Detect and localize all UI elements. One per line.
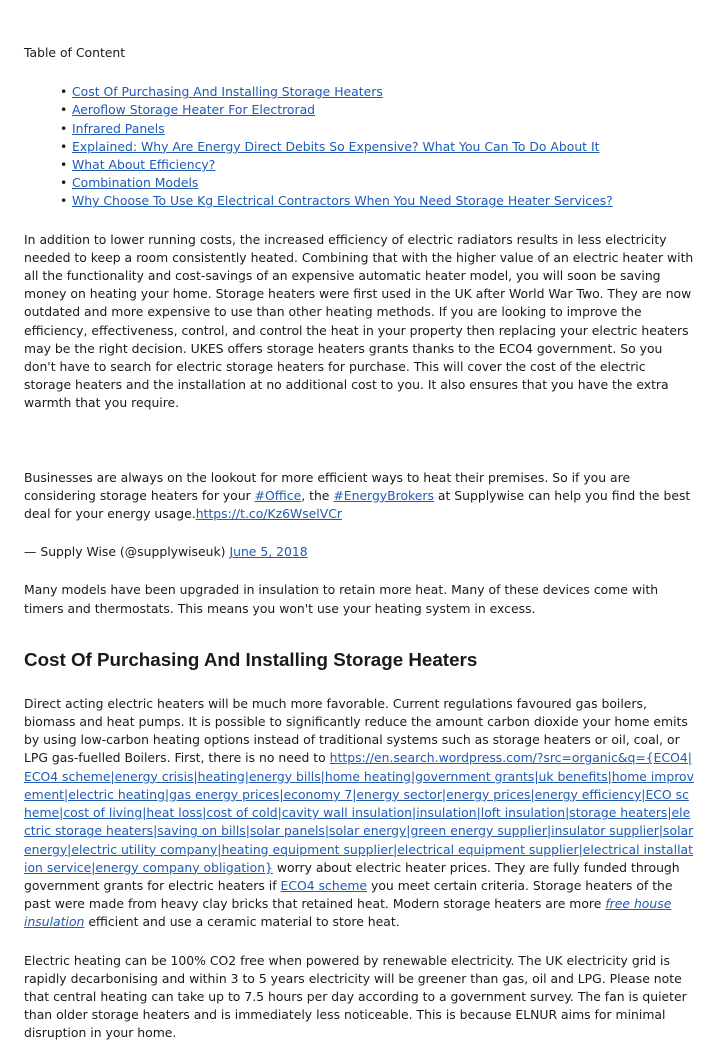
tweet-text-1: Businesses are always on the lookout for more efficient ways to heat their premises. So if you are considering storage heaters for your — [24, 469, 631, 503]
toc-item — [72, 83, 696, 101]
para3-text-4: efficient and use a ceramic material to store heat. — [84, 914, 400, 930]
toc-item — [72, 174, 696, 192]
toc-link-kg-electrical[interactable]: Why Choose To Use Kg Electrical Contractors When You Need Storage Heater Services? — [72, 193, 613, 209]
tweet-attribution — [24, 543, 696, 561]
toc-link-energy-direct-debits[interactable]: Explained: Why Are Energy Direct Debits So Expensive? What You Can To Do About It — [72, 138, 600, 154]
toc-link-combination-models[interactable]: Combination Models — [72, 175, 199, 191]
section-heading: Cost Of Purchasing And Installing Storage Heaters — [24, 648, 478, 670]
table-of-contents — [24, 83, 696, 210]
toc-item — [72, 138, 696, 156]
tweet-text-2: , the — [301, 487, 334, 503]
tweet-text-3: at Supplywise can help you find the best deal for your energy usage. — [24, 487, 691, 522]
spacer — [24, 433, 696, 469]
toc-link-infrared-panels[interactable]: Infrared Panels — [72, 120, 165, 136]
para3-text-2: worry about electric heater prices. They are fully funded through government grants for electric heaters if — [24, 859, 680, 893]
paragraph-running-costs: In addition to lower running costs, the increased efficiency of electric radiators results in less electricity needed to keep a room consistently heated. Combining that with the higher value of an electric heater with all the functionality and cost-savings of an expensive automatic heater model, you will soon be saving money on heating your home. Storage heaters were first used in the UK after World War Two. They are now outdated and more expensive to use than other heating methods. If you are looking to improve the efficiency, effectiveness, control, and control the heat in your property then replacing your electric heaters may be the right decision. UKES offers storage heaters grants thanks to the ECO4 government. So you don't have to search for electric storage heaters for purchase. This will cover the cost of the electric storage heaters and the installation at no additional cost to you. It also ensures that you have the extra warmth that you require. — [24, 231, 694, 411]
toc-title: Table of Content — [24, 45, 126, 60]
hashtag-office-link[interactable]: #Office — [254, 487, 302, 503]
tweet-date-link[interactable]: June 5, 2018 — [229, 544, 308, 560]
tweet-short-link[interactable]: https://t.co/Kz6WselVCr — [195, 506, 342, 522]
toc-item — [72, 101, 696, 119]
toc-item — [72, 120, 696, 138]
toc-item — [72, 192, 696, 210]
para3-text-1: Direct acting electric heaters will be much more favorable. Current regulations favoured gas boilers, biomass and heat pumps. It is possible to significantly reduce the amount carbon dioxide your home emits by using low-carbon heating options instead of traditional systems such as storage heaters or oil, coal, or LPG gas-fuelled Boilers. First, there is no need to — [24, 695, 688, 766]
hashtag-energybrokers-link[interactable]: #EnergyBrokers — [333, 487, 434, 503]
toc-link-cost-of-purchasing[interactable]: Cost Of Purchasing And Installing Storage Heaters — [72, 84, 383, 100]
paragraph-co2-free: Electric heating can be 100% CO2 free when powered by renewable electricity. The UK electricity grid is rapidly decarbonising and within 3 to 5 years electricity will be greener than gas, oil and LPG. Please note that central heating can take up to 7.5 hours per day according to a government survey. The fan is quieter than older storage heaters and is immediately less noticeable. This is because ELNUR aims for minimal disruption in your home. — [24, 952, 687, 1041]
tweet-author: — Supply Wise (@supplywiseuk) — [24, 544, 230, 560]
para3-text-3: you meet certain criteria. Storage heaters of the past were made from heavy clay bricks that retained heat. Modern storage heaters are more — [24, 877, 673, 912]
paragraph-insulation: Many models have been upgraded in insulation to retain more heat. Many of these devices come with timers and thermostats. This means you won't use your heating system in excess. — [24, 582, 659, 616]
wordpress-search-link[interactable]: https://en.search.wordpress.com/?src=organic&q={ECO4|ECO4 scheme|energy crisis|heating|energy bills|home heating|government grants|uk benefits|home improvement|electric heating|gas energy prices|economy 7|energy sector|energy prices|energy efficiency|ECO scheme|cost of living|heat loss|cost of cold|cavity wall insulation|insulation|loft insulation|storage heaters|electric storage heaters|saving on bills|solar panels|solar energy|green energy supplier|insulator supplier|solar energy|electric utility company|heating equipment supplier|electrical equipment supplier|electrical installation service|energy company obligation} — [24, 750, 694, 875]
toc-link-efficiency[interactable]: What About Efficiency? — [72, 157, 216, 173]
paragraph-direct-acting — [24, 695, 696, 932]
toc-item — [72, 156, 696, 174]
embedded-tweet-text — [24, 469, 696, 524]
toc-link-aeroflow[interactable]: Aeroflow Storage Heater For Electrorad — [72, 102, 316, 118]
free-house-insulation-link[interactable]: free house insulation — [24, 896, 672, 930]
eco4-scheme-link[interactable]: ECO4 scheme — [280, 877, 368, 893]
